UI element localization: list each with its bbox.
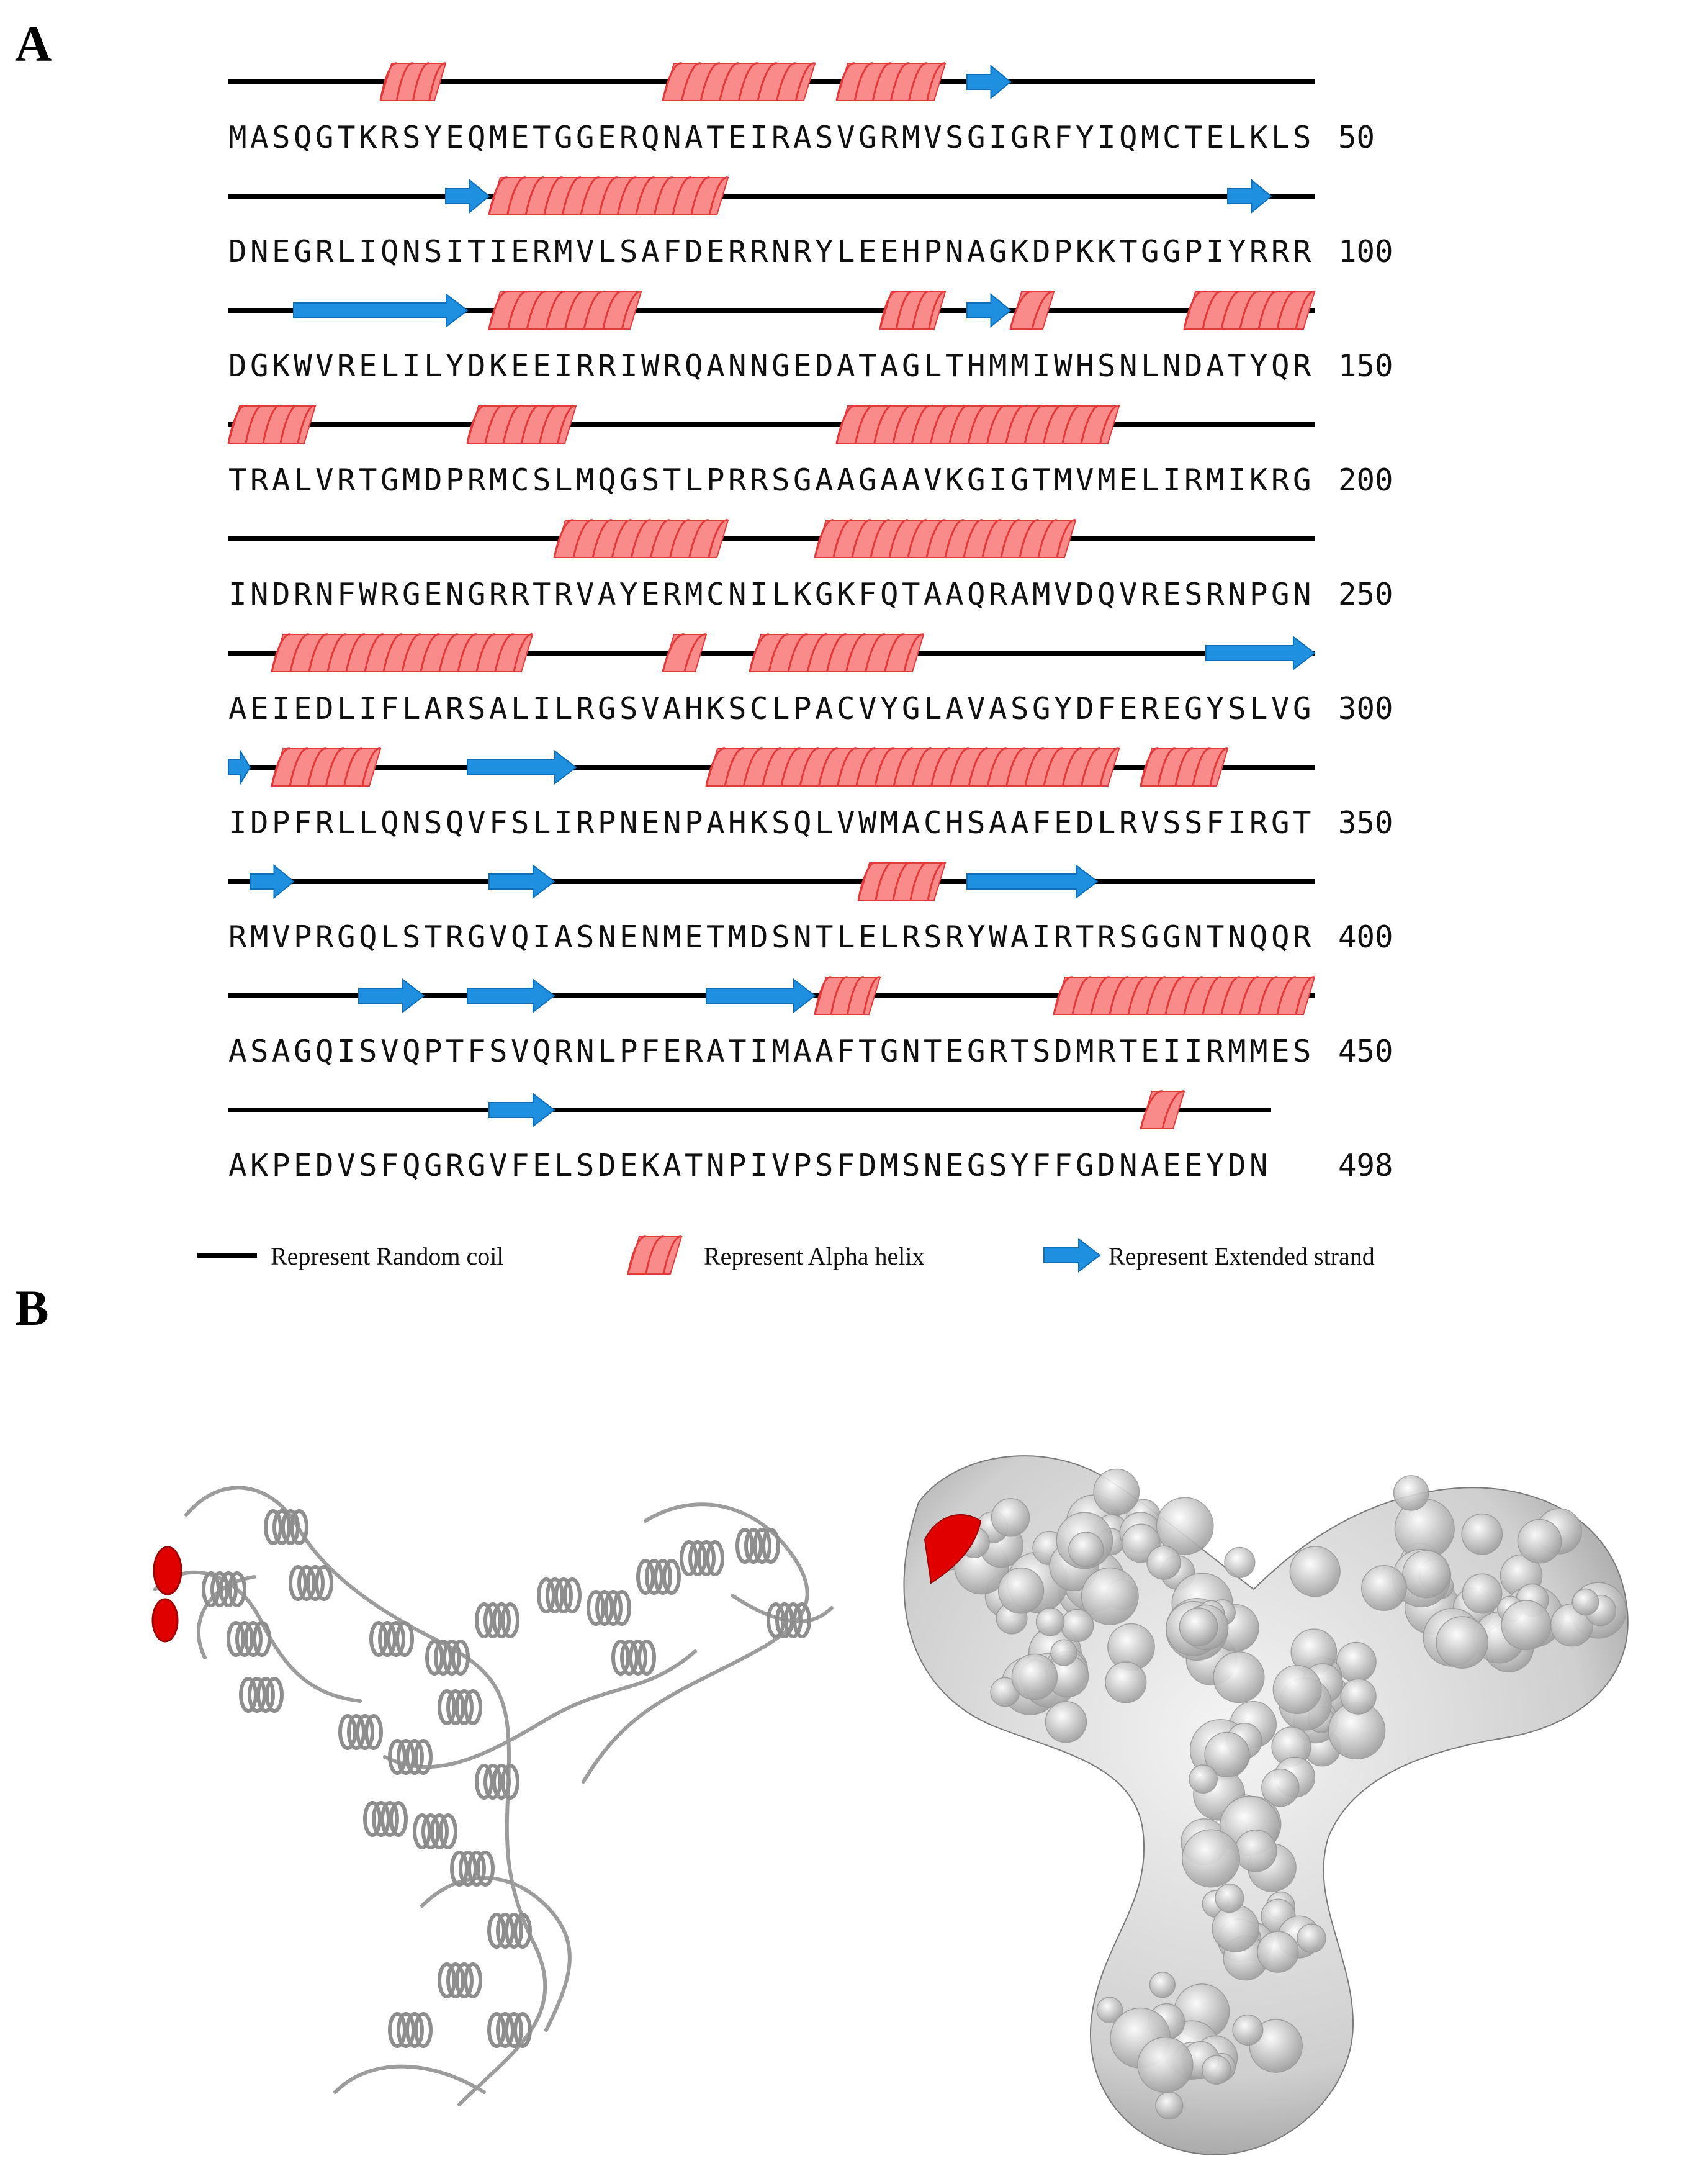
helix-legend-icon [626,1235,688,1279]
sequence-text: ASAGQISVQPTFSVQRNLPFERATIMAAFTGNTEGRTSDMRTEIIRMMES [228,1034,1315,1069]
sequence-row [228,862,1393,976]
helix-coil [439,1964,480,1997]
legend-item-helix [626,1235,998,1279]
extended-strand [294,294,467,327]
alpha-helix [380,63,446,101]
extended-strand [1206,637,1315,669]
helix-coil [681,1542,722,1574]
helix-coil [371,1623,412,1655]
sequence-text: TRALVRTGMDPRMCSLMQGSTLPRRSGAAGAAVKGIGTMVMELIRMIKRG [228,463,1315,498]
alpha-helix [1184,292,1315,329]
helix-coil [266,1511,307,1543]
helix-coil [452,1852,493,1885]
structure-track [228,633,1321,689]
alpha-helix [815,977,880,1014]
helix-coil [427,1641,468,1674]
helix-coil [241,1679,282,1711]
alpha-helix [272,749,380,786]
alpha-helix [837,63,945,101]
helix-coil [477,1604,518,1636]
extended-strand [446,180,489,212]
molecular-surface-structure [881,1428,1663,2179]
extended-strand [467,751,576,783]
legend-item-coil [196,1235,569,1279]
helix-coil [415,1815,456,1848]
legend-strand-label: Represent Extended strand [1109,1242,1375,1270]
extended-strand [467,980,554,1012]
structure-track [228,1090,1321,1146]
sequence-row [228,176,1393,291]
sequence-text: IDPFRLLQNSQVFSLIRPNENPAHKSQLVWMACHSAAFEDLRVSSFIRGT [228,805,1315,841]
extended-strand [228,751,250,783]
extended-strand [489,865,554,898]
sequence-text: DGKWVRELILYDKEEIRRIWRQANNGEDATAGLTHMMIWHSNLNDATYQR [228,348,1315,384]
residue-number: 200 [1338,463,1393,498]
sequence-text: AEIEDLIFLARSALILRGSVAHKSCLPACVYGLAVASGYDFEREGYSLVG [228,691,1315,726]
sequence-row [228,747,1393,862]
alpha-helix [1141,1091,1184,1129]
alpha-helix [880,292,945,329]
sequence-text: AKPEDVSFQGRGVFELSDEKATNPIVPSFDMSNEGSYFFGDNAEEYDN [228,1148,1272,1183]
alpha-helix [1054,977,1315,1014]
sequence-row [228,291,1393,405]
alpha-helix [489,178,728,215]
helix-coil [290,1567,331,1599]
helix-coil [439,1691,480,1723]
helix-coil [539,1579,580,1612]
alpha-helix [1141,749,1228,786]
helix-coil [340,1716,381,1748]
alpha-helix [750,634,924,672]
sequence-text: DNEGRLIQNSITIERMVLSAFDERRNRYLEEHPNAGKDPKKTGGPIYRRR [228,234,1315,269]
sequence-row [228,1090,1393,1204]
panel-label-a: A [15,16,52,72]
alpha-helix [858,863,945,900]
residue-number: 300 [1338,691,1393,726]
alpha-helix [663,634,706,672]
residue-number: 250 [1338,577,1393,612]
structure-track [228,405,1321,461]
alpha-helix [1010,292,1054,329]
alpha-helix [815,520,1076,557]
legend-item-strand [1043,1235,1477,1279]
structure-track [228,291,1321,346]
sequence-row [228,976,1393,1090]
legend-helix-label: Represent Alpha helix [704,1242,925,1270]
ribbon-cartoon-structure [112,1434,857,2167]
sequence-text: RMVPRGQLSTRGVQIASNENMETMDSNTLELRSRYWAIRTRSGGNTNQQR [228,919,1315,955]
residue-number: 498 [1338,1148,1393,1183]
alpha-helix [663,63,815,101]
helix-coil [613,1641,654,1674]
strand-legend-icon [1043,1235,1105,1279]
sequence-text: INDRNFWRGENGRRTRVAYERMCNILKGKFQTAAQRAMVDQVRESRNPGN [228,577,1315,612]
structure-track [228,976,1321,1032]
extended-strand [706,980,815,1012]
sequence-row [228,62,1375,176]
alpha-helix [554,520,728,557]
extended-strand [489,1094,554,1126]
sequence-row [228,519,1393,633]
helix-coil [390,2014,431,2046]
helix-coil [588,1592,629,1624]
alpha-helix [467,406,576,443]
residue-number: 150 [1338,348,1393,384]
residue-number: 100 [1338,234,1393,269]
sequence-text: MASQGTKRSYEQMETGGERQNATEIRASVGRMVSGIGRFYIQMCTELKLS [228,120,1315,155]
residue-number: 350 [1338,805,1393,841]
extended-strand [250,865,294,898]
extended-strand [967,865,1097,898]
panel-label-b: B [15,1279,49,1336]
structure-track [228,747,1321,803]
helix-coil [638,1561,679,1593]
helix-coil [477,1766,518,1798]
structure-track [228,62,1321,118]
alpha-helix [272,634,533,672]
extended-strand [967,294,1010,327]
residue-number: 50 [1338,120,1375,155]
residue-number: 450 [1338,1034,1393,1069]
residue-number: 400 [1338,919,1393,955]
sequence-row [228,405,1393,519]
helix-coils [204,1511,809,2046]
legend [0,1235,1682,1279]
structure-track [228,519,1321,575]
structure-track [228,176,1321,232]
structure-track [228,862,1321,918]
helix-coil [365,1803,406,1835]
extended-strand [1228,180,1271,212]
extended-strand [359,980,424,1012]
alpha-helix [228,406,315,443]
alpha-helix [489,292,641,329]
alpha-helix [706,749,1119,786]
alpha-helix [837,406,1119,443]
sequence-row [228,633,1393,747]
extended-strand [967,66,1010,98]
legend-coil-label: Represent Random coil [271,1242,504,1270]
